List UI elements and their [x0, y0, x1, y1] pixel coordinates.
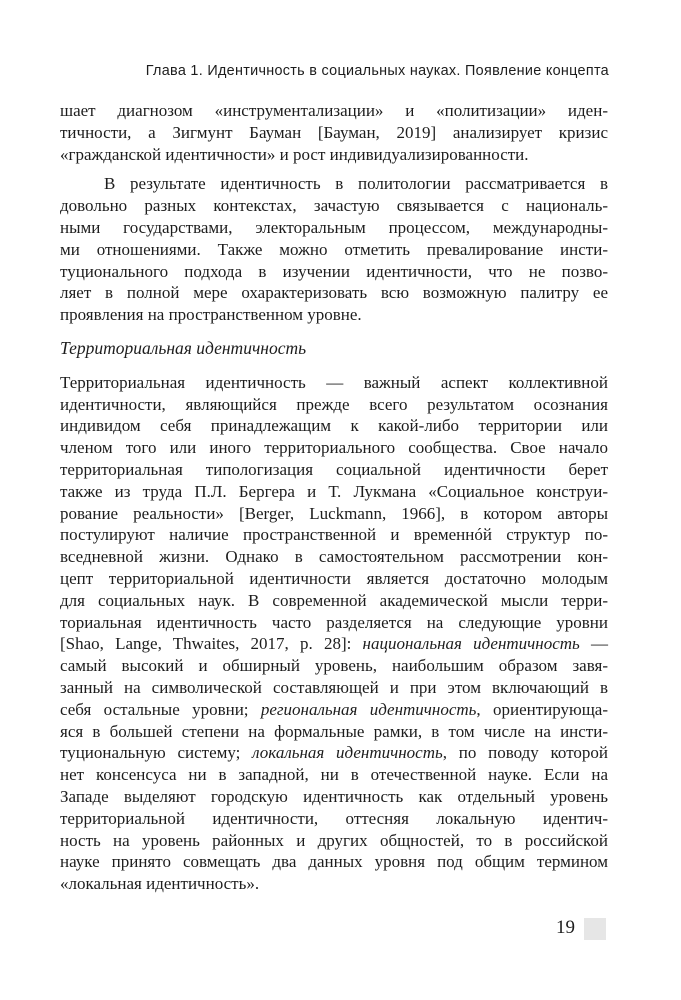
text-line: тичности, а Зигмунт Бауман [Бауман, 2019] анализирует кризис [60, 122, 608, 142]
text-line: Территориальная идентичность — важный аспект коллективной [60, 372, 608, 392]
text-line: постулируют наличие пространственной и временнóй структур по- [60, 525, 608, 545]
paragraph-territorial [60, 372, 608, 895]
text-line: науке принято совмещать два данных уровня под общим термином [60, 852, 608, 872]
text-line [60, 742, 608, 764]
text-line: также из труда П.Л. Бергера и Т. Лукмана «Социальное конструи- [60, 481, 608, 501]
text-line: проявления на пространственном уровне. [60, 305, 362, 325]
emphasis-term: региональная идентичность [260, 699, 477, 719]
text-line: для социальных наук. В современной академической мысли терри- [60, 590, 608, 610]
text-line: занный на символической составляющей и при этом включающий в [60, 677, 608, 697]
text-fragment: — [579, 634, 608, 654]
text-line: Западе выделяют городскую идентичность как отдельный уровень [60, 786, 608, 806]
text-line: идентичности, являющийся прежде всего результатом осознания [60, 394, 608, 414]
text-fragment: , по поводу которой [442, 743, 608, 763]
text-line: цепт территориальной идентичности является достаточно молодым [60, 568, 608, 588]
text-line: «локальная идентичность». [60, 874, 260, 894]
text-line: шает диагнозом «инструментализации» и «политизации» иден- [60, 101, 608, 120]
text-line: территориальной идентичности, оттесняя локальную идентич- [60, 808, 608, 828]
text-fragment: туциональную систему; [60, 743, 253, 763]
text-line [60, 633, 608, 655]
text-line: вседневной жизни. Однако в самостоятельном рассмотрении кон- [60, 547, 608, 567]
text-line: нет консенсуса ни в западной, ни в отечественной науке. Если на [60, 765, 608, 785]
text-line: самый высокий и обширный уровень, наибольшим образом завя- [60, 656, 608, 676]
text-line: «гражданской идентичности» и рост индивидуализированности. [60, 144, 529, 164]
citation: [Shao, Lange, Thwaites, 2017, p. 28]: [60, 634, 363, 654]
section-subheading: Территориальная идентичность [60, 337, 307, 358]
text-line: яся в большей степени на формальные рамки, в том числе на инсти- [60, 721, 608, 741]
text-line: ность на уровень районных и других общностей, то в российской [60, 830, 608, 850]
text-line: ториальная идентичность часто разделяется на следующие уровни [60, 612, 608, 632]
text-line: ными государствами, электоральным процессом, международны- [60, 217, 608, 237]
text-line: В результате идентичность в политологии рассматривается в [104, 174, 608, 194]
page-number-marker [584, 918, 606, 940]
text-line: индивидом себя принадлежащим к какой-либо территории или [60, 416, 608, 436]
text-line: ляет в полной мере охарактеризовать всю возможную палитру ее [60, 283, 608, 303]
text-line: ми отношениями. Также можно отметить превалирование инсти- [60, 239, 608, 259]
running-head: Глава 1. Идентичность в социальных науках. Появление концепта [145, 63, 609, 79]
emphasis-term: локальная идентичность [252, 743, 443, 763]
text-line: рование реальности» [Berger, Luckmann, 1966], в котором авторы [60, 503, 608, 523]
page-number: 19 [556, 917, 575, 938]
emphasis-term: национальная идентичность [362, 634, 580, 654]
text-fragment: , ориентирующа- [476, 699, 609, 719]
paragraph-continued [60, 100, 608, 165]
text-line: территориальная типологизация социальной идентичности берет [60, 459, 608, 479]
text-fragment: себя остальные уровни; [60, 699, 261, 719]
text-line: довольно разных контекстах, зачастую связывается с националь- [60, 196, 608, 216]
paragraph-politology [60, 173, 608, 326]
text-line: членом того или иного территориального сообщества. Свое начало [60, 438, 608, 458]
body-text [60, 100, 608, 895]
text-line [60, 699, 608, 721]
text-line: туционального подхода в изучении идентичности, что не позво- [60, 261, 608, 281]
